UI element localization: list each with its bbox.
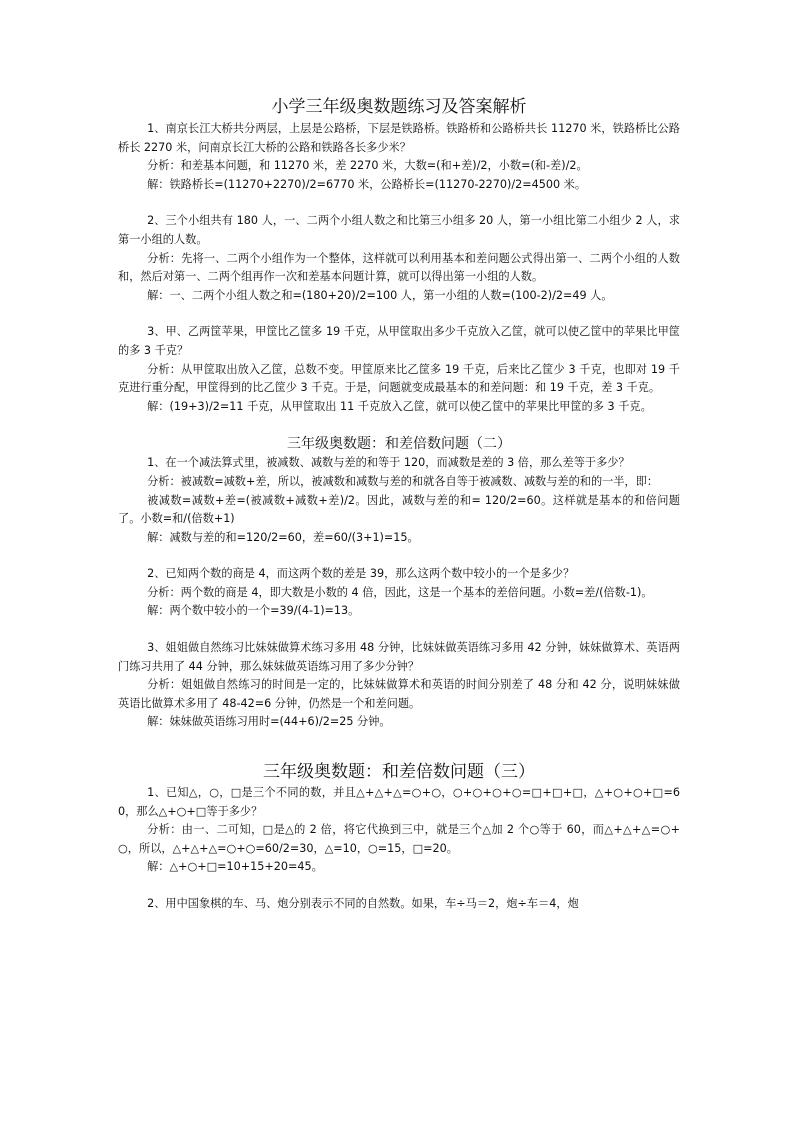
analysis-2-3: 分析：姐姐做自然练习的时间是一定的，比妹妹做算术和英语的时间分别差了 48 分和 42 分，说明妹妹做英语比做算术多用了 48-42=6 分钟，仍然是一个和差问题。 bbox=[118, 678, 680, 710]
question-3-1: 1、已知△，○，□是三个不同的数，并且△+△+△=○+○，○+○+○+○=□+□+□，△+○+○+□=60，那么△+○+□等于多少？ bbox=[118, 786, 680, 818]
section-3-heading: 三年级奥数题：和差倍数问题（三） bbox=[263, 762, 535, 783]
question-3-2: 2、用中国象棋的车、马、炮分别表示不同的自然数。如果，车÷马＝2，炮÷车＝4，炮 bbox=[147, 897, 579, 910]
section-1 bbox=[118, 120, 680, 416]
analysis-2-1-formula: 被减数=减数+差=(被减数+减数+差)/2。因此，减数与差的和= 120/2=60。这样就是基本的和倍问题了。小数=和/(倍数+1) bbox=[118, 493, 680, 526]
section-2 bbox=[118, 434, 680, 732]
section-2-heading: 三年级奥数题：和差倍数问题（二） bbox=[287, 436, 511, 453]
answer-1-1: 解：铁路桥长=(11270+2270)/2=6770 米，公路桥长=(11270-2270)/2=4500 米。 bbox=[147, 177, 587, 191]
answer-1-3: 解：(19+3)/2=11 千克，从甲筐取出 11 千克放入乙筐，就可以使乙筐中的苹果比甲筐的多 3 千克。 bbox=[147, 399, 652, 413]
document-page bbox=[118, 96, 680, 914]
analysis-1-1: 分析：和差基本问题，和 11270 米，差 2270 米，大数=(和+差)/2，小数=(和-差)/2。 bbox=[147, 159, 588, 173]
answer-2-2: 解：两个数中较小的一个=39/(4-1)=13。 bbox=[147, 604, 360, 618]
analysis-3-1: 分析：由一、二可知，□是△的 2 倍，将它代换到三中，就是三个△加 2 个○等于 60，而△+△+△=○+○，所以，△+△+△=○+○=60/2=30，△=10，○=15，□=20。 bbox=[118, 823, 680, 855]
analysis-1-3: 分析：从甲筐取出放入乙筐，总数不变。甲筐原来比乙筐多 19 千克，后来比乙筐少 3 千克，也即对 19 千克进行重分配，甲筐得到的比乙筐少 3 千克。于是，问题就变成最基本的和差问题：和 19 千克，差 3 千克。 bbox=[118, 362, 680, 395]
question-1-1: 1、南京长江大桥共分两层，上层是公路桥，下层是铁路桥。铁路桥和公路桥共长 11270 米，铁路桥比公路桥长 2270 米，问南京长江大桥的公路和铁路各长多少米？ bbox=[118, 122, 680, 154]
analysis-1-2: 分析：先将一、二两个小组作为一个整体，这样就可以利用基本和差问题公式得出第一、二两个小组的人数和，然后对第一、二两个组再作一次和差基本问题计算，就可以得出第一小组的人数。 bbox=[118, 251, 680, 284]
question-1-3: 3、甲、乙两筐苹果，甲筐比乙筐多 19 千克，从甲筐取出多少千克放入乙筐，就可以使乙筐中的苹果比甲筐的多 3 千克？ bbox=[118, 325, 680, 357]
answer-1-2: 解：一、二两个小组人数之和=(180+20)/2=100 人，第一小组的人数=(100-2)/2=49 人。 bbox=[147, 288, 613, 302]
answer-3-1: 解：△+○+□=10+15+20=45。 bbox=[147, 860, 323, 874]
answer-2-3: 解：妹妹做英语练习用时=(44+6)/2=25 分钟。 bbox=[147, 715, 391, 729]
analysis-2-2: 分析：两个数的商是 4，即大数是小数的 4 倍，因此，这是一个基本的差倍问题。小数=差/(倍数-1)。 bbox=[147, 585, 653, 599]
document-title: 小学三年级奥数题练习及答案解析 bbox=[271, 97, 527, 117]
analysis-2-1: 分析：被减数=减数+差，所以，被减数和减数与差的和就各自等于被减数、减数与差的和的一半，即： bbox=[147, 474, 659, 488]
question-2-2: 2、已知两个数的商是 4，而这两个数的差是 39，那么这两个数中较小的一个是多少？ bbox=[147, 567, 575, 581]
section-3 bbox=[118, 760, 680, 914]
question-2-3: 3、姐姐做自然练习比妹妹做算术练习多用 48 分钟，比妹妹做英语练习多用 42 分钟，妹妹做算术、英语两门练习共用了 44 分钟，那么妹妹做英语练习用了多少分钟？ bbox=[118, 641, 680, 673]
answer-2-1: 解：减数与差的和=120/2=60，差=60/(3+1)=15。 bbox=[147, 530, 419, 544]
question-2-1: 1、在一个减法算式里，被减数、减数与差的和等于 120，而减数是差的 3 倍，那么差等于多少？ bbox=[147, 456, 630, 470]
question-1-2: 2、三个小组共有 180 人，一、二两个小组人数之和比第三小组多 20 人，第一小组比第二小组少 2 人，求第一小组的人数。 bbox=[118, 214, 680, 246]
